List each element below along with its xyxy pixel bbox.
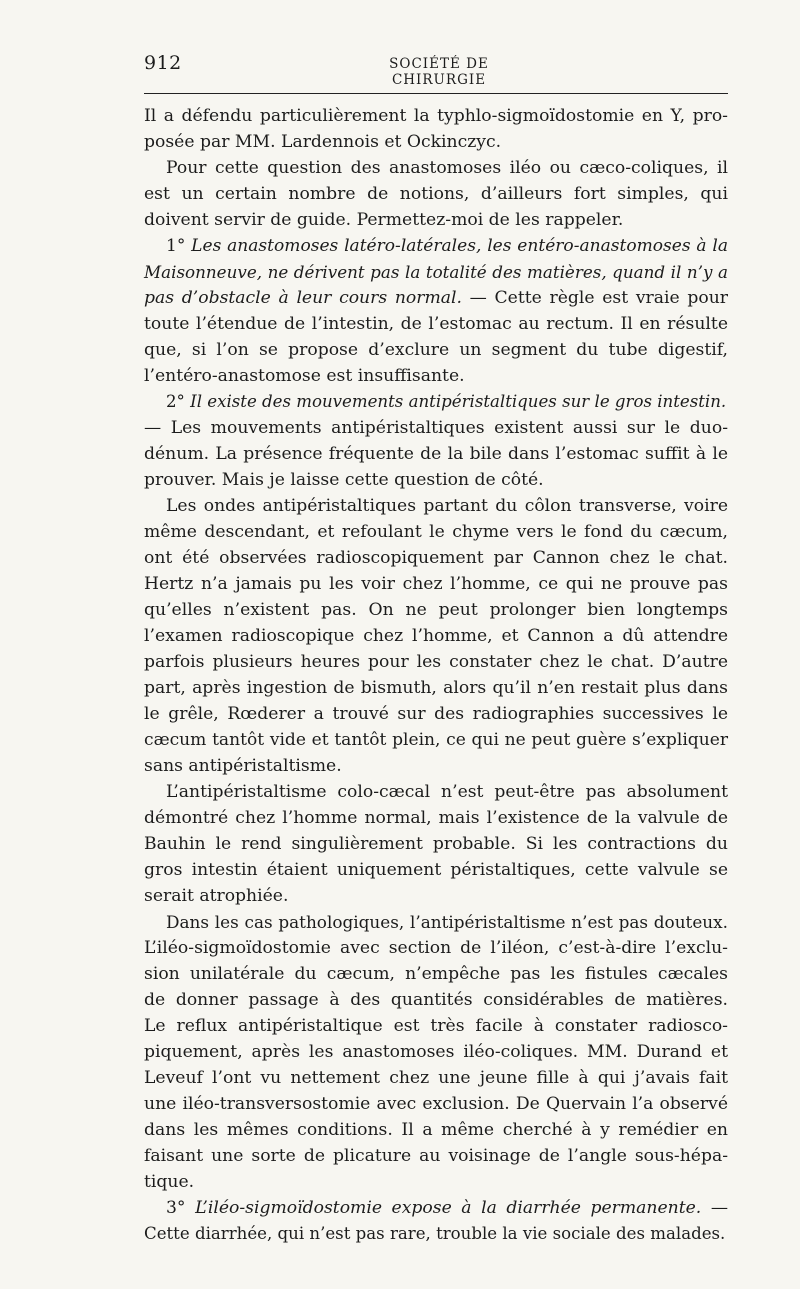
text-line: Il a défendu particulièrement la typhlo-sigmoïdostomie en Y, pro- [144,106,728,126]
text-line: gros intestin étaient uniquement péristaltiques, cette valvule se [144,860,728,880]
italic-heading: L’iléo-sigmoïdostomie expose à la diarrhée permanente. [195,1198,702,1218]
text-line: démontré chez l’homme normal, mais l’existence de la valvule de [144,808,728,828]
text-line: faisant une sorte de plicature au voisinage de l’angle sous-hépa- [144,1146,728,1166]
text-line: Hertz n’a jamais pu les voir chez l’homme, ce qui ne prouve pas [144,574,728,594]
text-line: toute l’étendue de l’intestin, de l’estomac au rectum. Il en résulte [144,314,728,334]
point-number: 2° [166,392,191,411]
page-header [144,52,728,88]
italic-heading: pas d’obstacle à leur cours normal. [144,288,462,308]
text-line: même descendant, et refoulant le chyme vers le fond du cæcum, [144,522,728,542]
text-line: une iléo-transversostomie avec exclusion. De Quervain l’a observé [144,1094,728,1114]
text-line: parfois plusieurs heures pour les constater chez le chat. D’autre [144,652,728,672]
text-line [144,259,728,285]
text-line: Cette diarrhée, qui n’est pas rare, trouble la vie sociale des malades. [144,1224,726,1243]
paragraph-first-line: Les ondes antipéristaltiques partant du côlon transverse, voire [166,496,728,516]
text-line: dénum. La présence fréquente de la bile dans l’estomac suffit à le [144,444,728,464]
text-line: que, si l’on se propose d’exclure un segment du tube digestif, [144,340,728,360]
text-line: qu’elles n’existent pas. On ne peut prolonger bien longtemps [144,600,728,620]
italic-heading: Les anastomoses latéro-latérales, les entéro-anastomoses à la [191,236,728,256]
text-line: L’iléo-sigmoïdostomie avec section de l’iléon, c’est-à-dire l’exclu- [144,938,728,958]
text-line: piquement, après les anastomoses iléo-coliques. MM. Durand et [144,1042,728,1062]
text-line: Bauhin le rend singulièrement probable. Si les contractions du [144,834,728,854]
point-number: 1° [166,236,192,256]
italic-heading: Il existe des mouvements antipéristaltiques sur le gros intestin. [190,392,727,411]
body-text [144,103,728,1247]
text-line [144,285,728,311]
text-line: dans les mêmes conditions. Il a même cherché à y remédier en [144,1120,728,1140]
text-run: — [701,1198,729,1218]
text-line: prouver. Mais je laisse cette question de côté. [144,470,544,490]
text-line: sans antipéristaltisme. [144,756,342,776]
text-line: l’examen radioscopique chez l’homme, et Cannon a dû attendre [144,626,728,646]
text-line: sion unilatérale du cæcum, n’empêche pas les fistules cæcales [144,964,728,984]
text-line: l’entéro-anastomose est insuffisante. [144,366,465,386]
paragraph-first-line: Pour cette question des anastomoses iléo ou cæco-coliques, il [166,158,728,178]
page-number: 912 [144,52,182,74]
text-line: est un certain nombre de notions, d’ailleurs fort simples, qui [144,184,728,204]
running-title: SOCIÉTÉ DE CHIRURGIE [389,56,489,88]
numbered-point-2 [144,389,728,415]
text-run: — Cette règle est vraie pour [461,288,728,308]
point-number: 3° [166,1198,196,1218]
text-line: — Les mouvements antipéristaltiques existent aussi sur le duo- [144,418,728,438]
text-line: serait atrophiée. [144,886,289,906]
text-line: part, après ingestion de bismuth, alors qu’il n’en restait plus dans [144,678,728,698]
text-line: cæcum tantôt vide et tantôt plein, ce qui ne peut guère s’expliquer [144,730,728,750]
text-line: tique. [144,1172,195,1192]
text-line: de donner passage à des quantités considérables de matières. [144,990,728,1010]
text-line: Leveuf l’ont vu nettement chez une jeune fille à qui j’avais fait [144,1068,728,1088]
header-rule [144,93,728,94]
paragraph-first-line: Dans les cas pathologiques, l’antipéristaltisme n’est pas douteux. [166,912,728,932]
text-line: Le reflux antipéristaltique est très facile à constater radiosco- [144,1016,728,1036]
text-line: doivent servir de guide. Permettez-moi de les rappeler. [144,210,624,230]
text-line: posée par MM. Lardennois et Ockinczyc. [144,132,502,152]
text-line: le grêle, Rœderer a trouvé sur des radiographies successives le [144,704,728,724]
italic-heading: Maisonneuve, ne dérivent pas la totalité des matières, quand il n’y a [144,262,728,282]
numbered-point-1 [144,233,728,259]
text-line: ont été observées radioscopiquement par Cannon chez le chat. [144,548,728,568]
numbered-point-3 [144,1195,728,1221]
paragraph-first-line: L’antipéristaltisme colo-cæcal n’est peut-être pas absolument [166,782,728,802]
